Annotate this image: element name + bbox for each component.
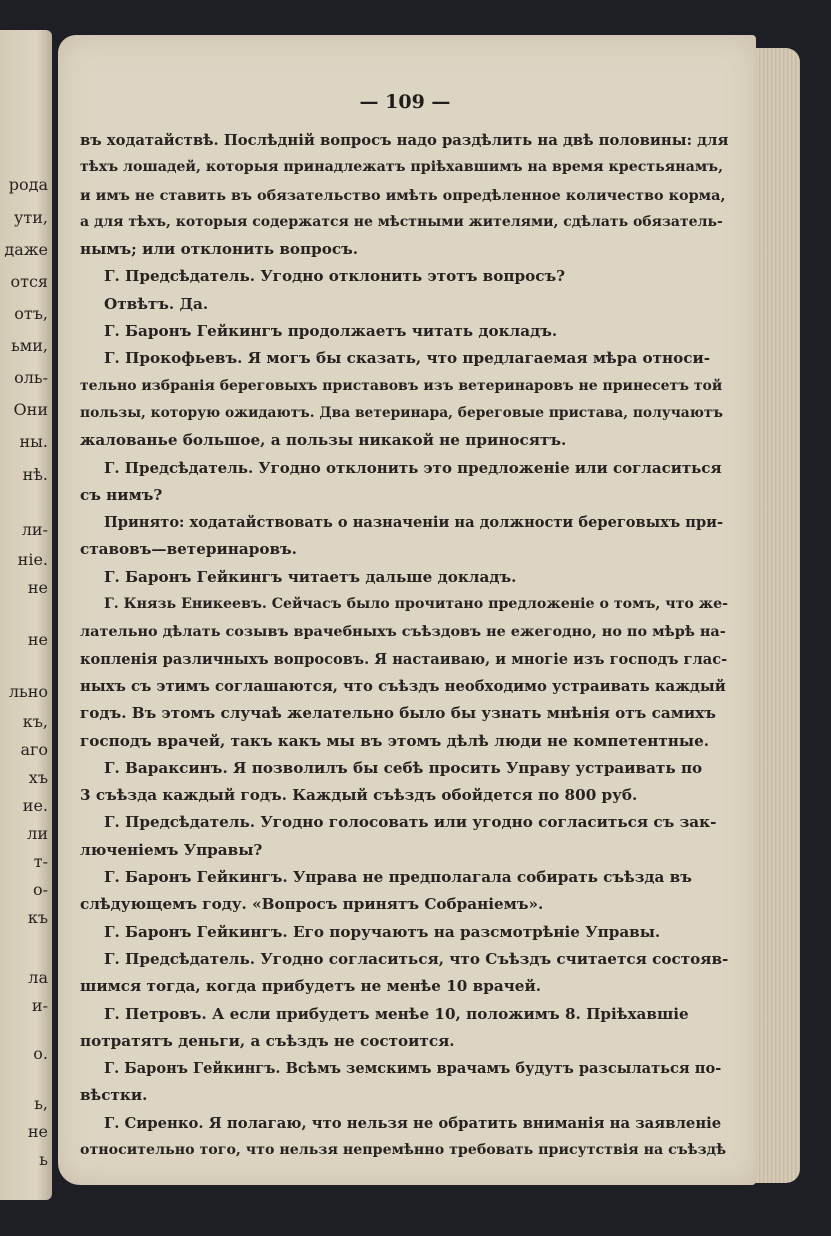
text-line: Принято: ходатайствовать о назначеніи на должности береговыхъ при- (104, 514, 724, 532)
text-line: Г. Князь Еникеевъ. Сейчасъ было прочитано предложеніе о томъ, что же- (104, 596, 728, 613)
text-line: пользы, которую ожидаютъ. Два ветеринара, береговые пристава, получаютъ (80, 404, 724, 421)
left-page-fragment: ие. (22, 796, 48, 815)
left-page-fragment: ны. (19, 432, 48, 451)
text-line: Г. Предсѣдатель. Угодно согласиться, что Съѣздъ считается состояв- (104, 949, 728, 968)
text-line: ставовъ—ветеринаровъ. (80, 540, 297, 559)
text-line: относительно того, что нельзя непремѣнно требовать присутствія на съѣздѣ (80, 1141, 727, 1158)
left-page-fragment: не (27, 578, 48, 597)
text-line: въ ходатайствѣ. Послѣдній вопросъ надо раздѣлить на двѣ половины: для (80, 132, 728, 149)
text-line: копленія различныхъ вопросовъ. Я настаиваю, и многіе изъ господъ глас- (80, 650, 728, 668)
text-line: тѣхъ лошадей, которыя принадлежатъ пріѣхавшимъ на время крестьянамъ, (80, 159, 724, 176)
left-page-fragment: къ (27, 908, 48, 927)
left-page-fragment: ніе. (17, 550, 48, 569)
left-page-fragment: ли- (21, 520, 48, 539)
page-text-body (80, 127, 728, 1164)
text-line: Г. Баронъ Гейкингъ. Управа не предполагала собирать съѣзда въ (104, 868, 692, 887)
left-page-fragment: нѣ. (22, 465, 48, 484)
text-line: Г. Предсѣдатель. Угодно отклонить этотъ вопросъ? (104, 267, 565, 286)
text-line: тельно избранія береговыхъ приставовъ изъ ветеринаровъ не принесетъ той (80, 377, 723, 394)
left-page-fragment: о- (32, 880, 48, 899)
text-line: Г. Предсѣдатель. Угодно отклонить это предложеніе или согласиться (104, 458, 722, 477)
left-page-fragment: аго (20, 740, 48, 759)
left-page-fragment: т- (33, 852, 48, 871)
text-line: нымъ; или отклонить вопросъ. (80, 240, 359, 259)
left-page-fragment: ь (39, 1150, 48, 1169)
text-line: потратятъ деньги, а съѣздъ не состоится. (80, 1031, 455, 1050)
left-page-fragment: не (27, 1122, 48, 1141)
text-line: годъ. Въ этомъ случаѣ желательно было бы узнать мнѣнія отъ самихъ (80, 704, 716, 723)
left-page-fragment: ь, (34, 1094, 48, 1113)
page-number: — 109 — (359, 91, 451, 113)
left-page-edge (0, 30, 52, 1200)
left-page-fragment: о. (33, 1044, 48, 1063)
left-page-fragment: оль- (14, 368, 48, 387)
left-page-fragment: отся (10, 272, 48, 291)
text-line: жалованье большое, а пользы никакой не приносятъ. (80, 431, 567, 450)
text-line: а для тѣхъ, которыя содержатся не мѣстными жителями, сдѣлать обязатель- (80, 213, 723, 230)
text-line: шимся тогда, когда прибудетъ не менѣе 10 врачей. (80, 977, 541, 996)
left-page-fragment: ути, (13, 208, 48, 227)
text-line: Г. Баронъ Гейкингъ. Его поручаютъ на разсмотрѣніе Управы. (104, 922, 661, 941)
text-line: люченіемъ Управы? (80, 840, 263, 859)
left-page-fragment: и- (31, 996, 48, 1015)
left-page-fragment: льно (8, 682, 48, 701)
text-line: Г. Прокофьевъ. Я могъ бы сказать, что предлагаемая мѣра относи- (104, 349, 711, 368)
text-line: лательно дѣлать созывъ врачебныхъ съѣздовъ не ежегодно, но по мѣрѣ на- (80, 623, 726, 641)
text-line: Г. Вараксинъ. Я позволилъ бы себѣ просить Управу устраивать по (104, 758, 703, 777)
text-line: ныхъ съ этимъ соглашаются, что съѣздъ необходимо устраивать каждый (80, 677, 726, 695)
text-line: съ нимъ? (80, 485, 163, 504)
text-line: Г. Петровъ. А если прибудетъ менѣе 10, положимъ 8. Пріѣхавшіе (104, 1004, 689, 1023)
text-line: вѣстки. (80, 1086, 148, 1105)
left-page-fragment: ьми, (11, 336, 48, 355)
page-stack-edge (752, 48, 800, 1183)
book-page (58, 35, 756, 1185)
left-page-fragment: ли (27, 824, 48, 843)
text-line: Г. Сиренко. Я полагаю, что нельзя не обратить вниманія на заявленіе (104, 1114, 722, 1132)
text-line: слѣдующемъ году. «Вопросъ принятъ Собраніемъ». (80, 895, 544, 914)
text-line: Г. Баронъ Гейкингъ. Всѣмъ земскимъ врачамъ будутъ разсылаться по- (104, 1060, 722, 1078)
left-page-fragment: не (27, 630, 48, 649)
text-line: 3 съѣзда каждый годъ. Каждый съѣздъ обойдется по 800 руб. (80, 786, 638, 805)
text-line: и имъ не ставить въ обязательство имѣть опредѣленное количество корма, (80, 186, 726, 204)
left-page-fragment: къ, (22, 712, 48, 731)
left-page-fragment: рода (8, 175, 48, 194)
text-line: господъ врачей, такъ какъ мы въ этомъ дѣлѣ люди не компетентные. (80, 731, 710, 750)
left-page-fragment: Они (13, 400, 48, 419)
left-page-fragment: хъ (28, 768, 48, 787)
text-line: Г. Баронъ Гейкингъ читаетъ дальше докладъ. (104, 567, 517, 586)
left-page-fragment: ла (28, 968, 48, 987)
left-page-fragment: отъ, (14, 304, 48, 323)
text-line: Г. Баронъ Гейкингъ продолжаетъ читать докладъ. (104, 322, 558, 341)
left-page-fragment: даже (4, 240, 48, 259)
text-line: Отвѣтъ. Да. (104, 294, 209, 313)
text-line: Г. Предсѣдатель. Угодно голосовать или угодно согласиться съ зак- (104, 813, 717, 832)
